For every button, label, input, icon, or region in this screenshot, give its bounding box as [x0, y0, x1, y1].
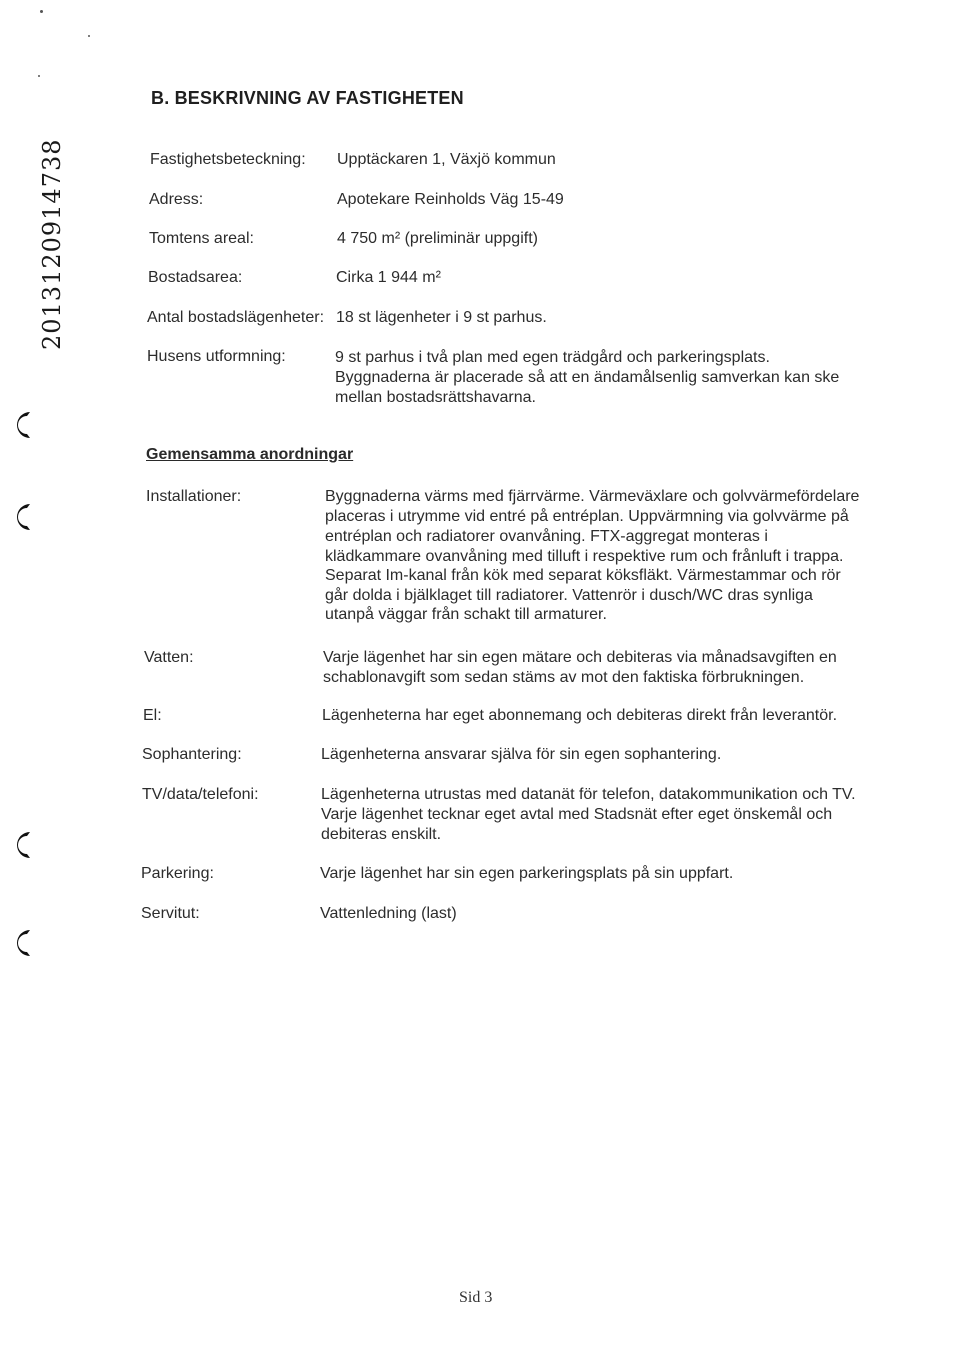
gemensamma-heading: Gemensamma anordningar	[146, 446, 354, 463]
tv-data-telefoni-label: TV/data/telefoni:	[142, 786, 259, 803]
sophantering-line: Lägenheterna ansvarar själva för sin egen sophantering.	[321, 746, 722, 763]
tv-data-telefoni-line: debiteras enskilt.	[321, 826, 442, 843]
vatten-line: schablonavgift som sedan stäms av mot den faktiska förbrukningen.	[323, 669, 805, 686]
installationer-line: placeras i utrymme vid entré på entréplan. Uppvärmning via golvvärme på	[325, 508, 849, 525]
punch-hole-icon	[8, 828, 42, 862]
parkering-line: Varje lägenhet har sin egen parkeringsplats på sin uppfart.	[320, 865, 734, 882]
husens-utformning-line: mellan bostadsrättshavarna.	[335, 389, 536, 406]
husens-utformning-line: 9 st parhus i två plan med egen trädgård och parkeringsplats.	[335, 349, 770, 366]
installationer-line: Byggnaderna värms med fjärrvärme. Värmeväxlare och golvvärmefördelare	[325, 488, 860, 505]
installationer-line: entréplan och radiatorer ovanvåning. FTX-aggregat monteras i	[325, 528, 768, 545]
fastighetsbeteckning-value: Upptäckaren 1, Växjö kommun	[337, 151, 556, 168]
installationer-label: Installationer:	[146, 488, 242, 505]
fastighetsbeteckning-label: Fastighetsbeteckning:	[150, 151, 306, 168]
adress-label: Adress:	[149, 191, 204, 208]
antal-value: 18 st lägenheter i 9 st parhus.	[336, 309, 547, 326]
installationer-line: utanpå väggar från schakt till armaturer.	[325, 606, 607, 623]
husens-utformning-label: Husens utformning:	[147, 348, 286, 365]
tomtens-areal-label: Tomtens areal:	[149, 230, 254, 247]
vatten-line: Varje lägenhet har sin egen mätare och debiteras via månadsavgiften en	[323, 649, 837, 666]
adress-value: Apotekare Reinholds Väg 15-49	[337, 191, 564, 208]
tv-data-telefoni-line: Varje lägenhet tecknar eget avtal med Stadsnät efter eget önskemål och	[321, 806, 833, 823]
parkering-label: Parkering:	[141, 865, 214, 882]
bostadsarea-value: Cirka 1 944 m²	[336, 269, 441, 286]
page-number: Sid 3	[459, 1289, 493, 1306]
bostadsarea-label: Bostadsarea:	[148, 269, 243, 286]
servitut-label: Servitut:	[141, 905, 200, 922]
vatten-label: Vatten:	[144, 649, 194, 666]
punch-hole-icon	[8, 500, 42, 534]
punch-hole-icon	[8, 926, 42, 960]
side-stamp-number: 2013120914738	[38, 138, 66, 350]
scan-speck	[40, 10, 43, 13]
installationer-line: går dolda i bjälklaget till radiatorer. Vattenrör i dusch/WC dras synliga	[325, 587, 813, 604]
servitut-line: Vattenledning (last)	[320, 905, 457, 922]
installationer-line: Separat Im-kanal från kök med separat köksfläkt. Värmestammar och rör	[325, 567, 841, 584]
tv-data-telefoni-line: Lägenheterna utrustas med datanät för telefon, datakommunikation och TV.	[321, 786, 856, 803]
el-line: Lägenheterna har eget abonnemang och debiteras direkt från leverantör.	[322, 707, 838, 724]
el-label: El:	[143, 707, 162, 724]
scan-speck	[38, 75, 40, 77]
antal-label: Antal bostadslägenheter:	[147, 309, 325, 326]
husens-utformning-line: Byggnaderna är placerade så att en ändamålsenlig samverkan kan ske	[335, 369, 840, 386]
scan-speck	[88, 35, 90, 37]
punch-hole-icon	[8, 408, 42, 442]
sophantering-label: Sophantering:	[142, 746, 242, 763]
installationer-line: klädkammare ovanvåning med tilluft i respektive rum och frånluft i trappa.	[325, 548, 844, 565]
section-title: B. BESKRIVNING AV FASTIGHETEN	[151, 88, 464, 108]
tomtens-areal-value: 4 750 m² (preliminär uppgift)	[337, 230, 538, 247]
